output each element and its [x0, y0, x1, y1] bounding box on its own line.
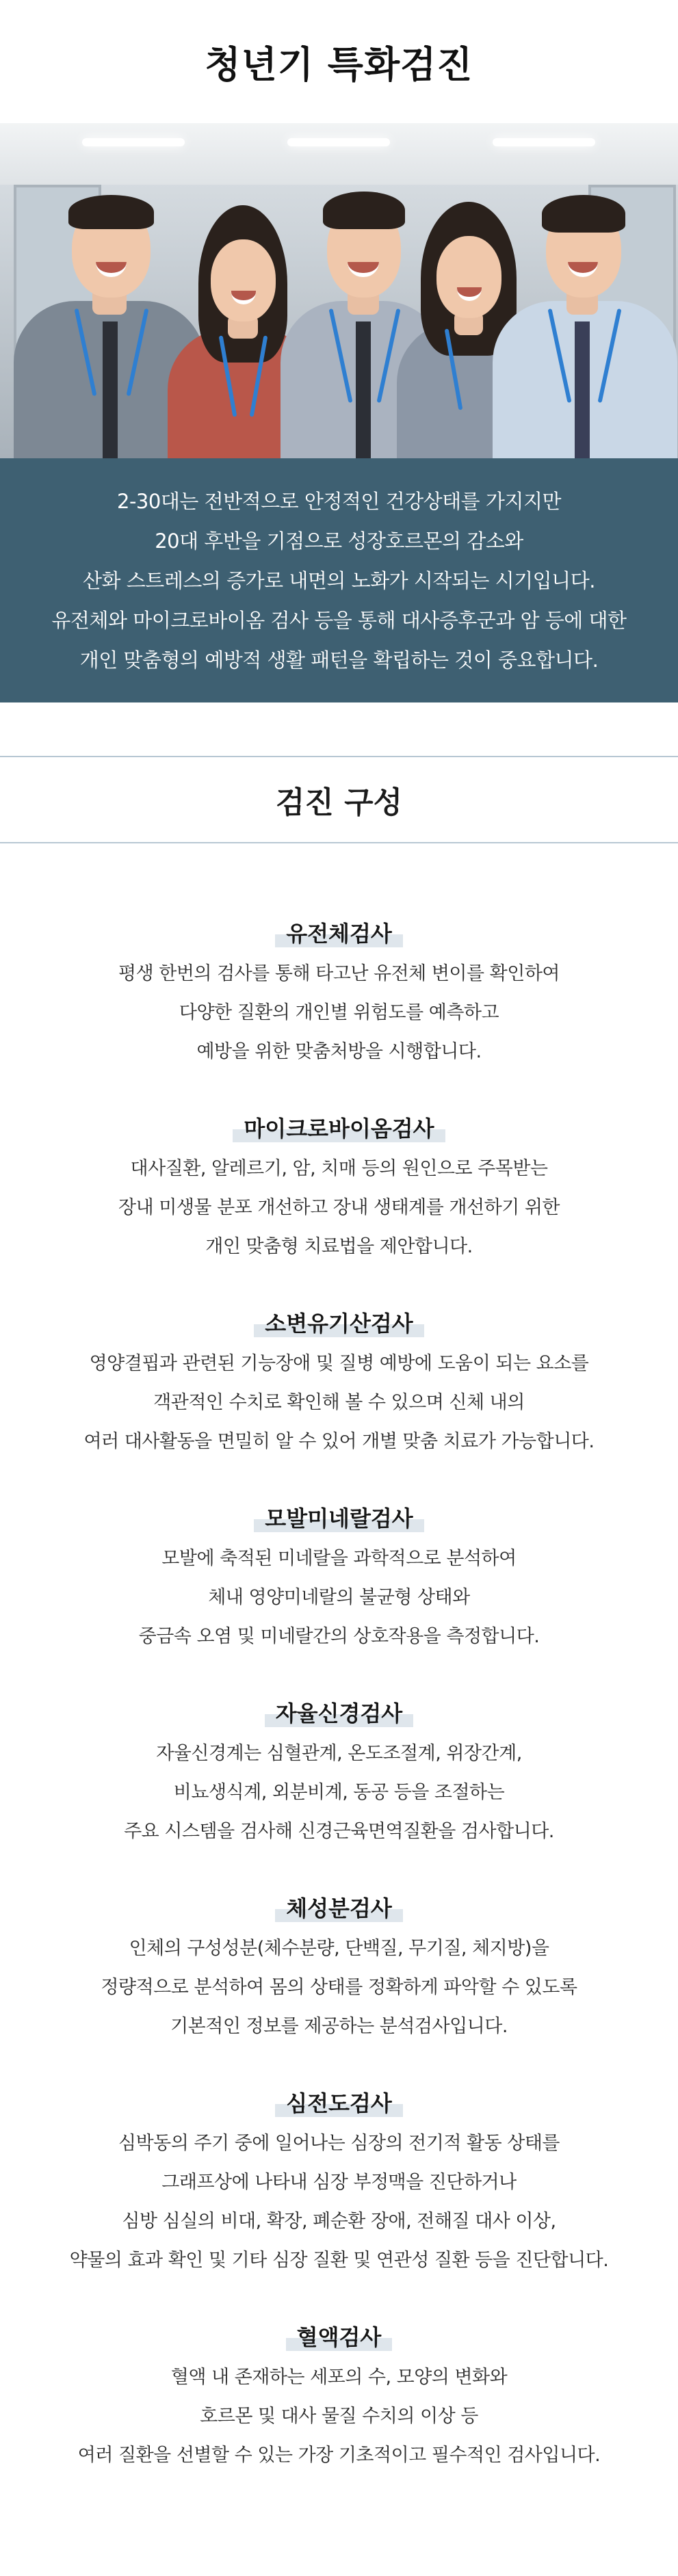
exam-item-description: [0, 2358, 678, 2475]
exam-item-line: 심방 심실의 비대, 확장, 폐순환 장애, 전해질 대사 이상,: [122, 2211, 556, 2232]
exam-item-title: 모발미네랄검사: [254, 1505, 423, 1532]
exam-item-urine-organic-acid: [0, 1310, 678, 1505]
exam-item-line: 기본적인 정보를 제공하는 분석검사입니다.: [170, 2016, 508, 2037]
exam-item-line: 체내 영양미네랄의 불균형 상태와: [208, 1587, 470, 1608]
ceiling-light: [493, 138, 595, 146]
exam-item-title: 심전도검사: [275, 2090, 403, 2117]
exam-item-line: 비뇨생식계, 외분비계, 동공 등을 조절하는: [173, 1782, 505, 1803]
person-figure: [486, 164, 677, 458]
exam-item-line: 영양결핍과 관련된 기능장애 및 질병 예방에 도움이 되는 요소를: [89, 1353, 589, 1374]
exam-item-line: 중금속 오염 및 미네랄간의 상호작용을 측정합니다.: [138, 1626, 540, 1647]
exam-item-description: [0, 1344, 678, 1461]
exam-item-title: 마이크로바이옴검사: [233, 1115, 445, 1142]
exam-item-description: [0, 954, 678, 1071]
exam-item-line: 그래프상에 나타내 심장 부정맥을 진단하거나: [161, 2172, 517, 2193]
ceiling-light: [82, 138, 185, 146]
exam-item-line: 자율신경계는 심혈관계, 온도조절계, 위장간계,: [156, 1743, 522, 1764]
exam-item-line: 여러 대사활동을 면밀히 알 수 있어 개별 맞춤 치료가 가능합니다.: [83, 1431, 595, 1452]
exam-item-genome: [0, 920, 678, 1115]
hero-text-line: 개인 맞춤형의 예방적 생활 패턴을 확립하는 것이 중요합니다.: [79, 648, 599, 672]
hero-text-line: 산화 스트레스의 증가로 내면의 노화가 시작되는 시기입니다.: [83, 568, 595, 592]
exam-item-line: 객관적인 수치로 확인해 볼 수 있으며 신체 내의: [153, 1392, 525, 1413]
exam-items-list: [0, 920, 678, 2519]
exam-item-line: 장내 미생물 분포 개선하고 장내 생태계를 개선하기 위한: [118, 1197, 560, 1218]
exam-item-line: 대사질환, 알레르기, 암, 치매 등의 원인으로 주목받는: [130, 1158, 548, 1179]
exam-item-line: 평생 한번의 검사를 통해 타고난 유전체 변이를 확인하여: [118, 963, 560, 984]
ceiling-light: [287, 138, 390, 146]
exam-item-description: [0, 1539, 678, 1656]
exam-item-line: 정량적으로 분석하여 몸의 상태를 정확하게 파악할 수 있도록: [101, 1977, 577, 1998]
exam-item-autonomic-nerve: [0, 1700, 678, 1895]
hero-photo: [0, 123, 678, 458]
exam-item-microbiome: [0, 1115, 678, 1310]
exam-item-line: 호르몬 및 대사 물질 수치의 이상 등: [200, 2406, 478, 2427]
exam-item-title: 자율신경검사: [265, 1700, 413, 1727]
exam-item-description: [0, 1929, 678, 2046]
exam-item-blood: [0, 2324, 678, 2519]
exam-item-line: 예방을 위한 맞춤처방을 시행합니다.: [196, 1041, 482, 1062]
exam-item-line: 약물의 효과 확인 및 기타 심장 질환 및 연관성 질환 등을 진단합니다.: [69, 2250, 609, 2271]
section-header: [0, 756, 678, 843]
hero-text-line: 유전체와 마이크로바이옴 검사 등을 통해 대사증후군과 암 등에 대한: [51, 608, 627, 632]
exam-item-line: 인체의 구성성분(체수분량, 단백질, 무기질, 체지방)을: [129, 1938, 549, 1959]
hero-text-line: 2-30대는 전반적으로 안정적인 건강상태를 가지지만: [117, 489, 561, 513]
hero-text-band: [0, 458, 678, 702]
exam-item-line: 혈액 내 존재하는 세포의 수, 모양의 변화와: [170, 2367, 508, 2388]
page-title: 청년기 특화검진: [205, 42, 473, 86]
exam-item-description: [0, 1734, 678, 1851]
exam-item-line: 심박동의 주기 중에 일어나는 심장의 전기적 활동 상태를: [118, 2133, 560, 2154]
exam-item-title: 소변유기산검사: [254, 1310, 423, 1337]
exam-item-hair-mineral: [0, 1505, 678, 1700]
exam-item-description: [0, 1149, 678, 1266]
exam-item-line: 모발에 축적된 미네랄을 과학적으로 분석하여: [161, 1548, 517, 1569]
exam-item-line: 다양한 질환의 개인별 위험도를 예측하고: [179, 1002, 499, 1023]
section-title: 검진 구성: [275, 785, 403, 820]
exam-item-title: 체성분검사: [275, 1895, 403, 1922]
exam-item-title: 혈액검사: [286, 2324, 393, 2351]
hero-text-line: 20대 후반을 기점으로 성장호르몬의 감소와: [155, 529, 523, 553]
exam-item-line: 여러 질환을 선별할 수 있는 가장 기초적이고 필수적인 검사입니다.: [77, 2445, 601, 2466]
exam-item-ecg: [0, 2090, 678, 2324]
exam-item-body-composition: [0, 1895, 678, 2090]
exam-item-line: 주요 시스템을 검사해 신경근육면역질환을 검사합니다.: [124, 1821, 554, 1842]
exam-item-title: 유전체검사: [275, 920, 403, 947]
exam-item-description: [0, 2124, 678, 2280]
exam-item-line: 개인 맞춤형 치료법을 제안합니다.: [205, 1236, 473, 1257]
